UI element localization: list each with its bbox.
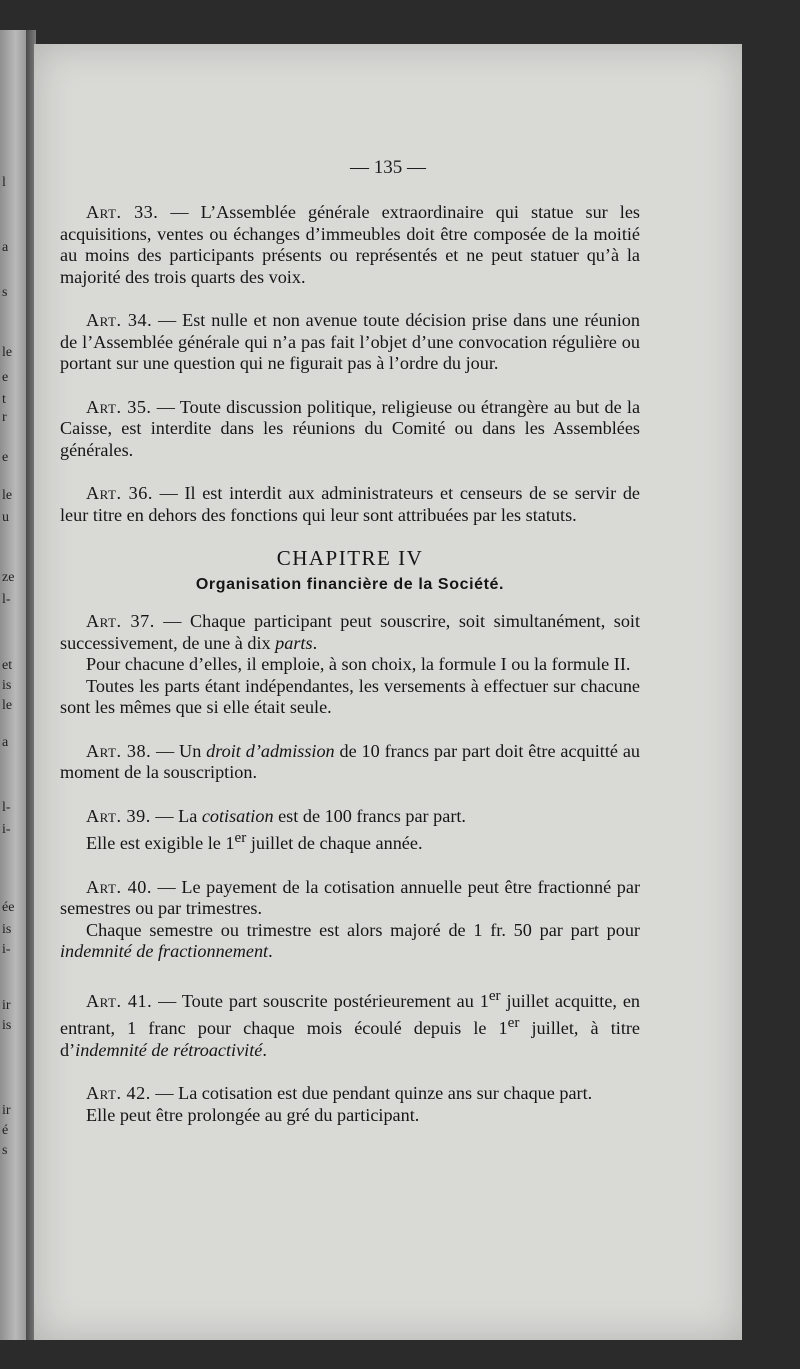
article-label: Art. 36. (86, 483, 153, 503)
article-text: — L’Assemblée générale extraordinaire qui statue sur les acquisitions, ventes ou échanges d’immeubles doit être composée de la moitié au moins des participants présents ou représentés et ne peut statuer qu’à la majorité des trois quarts des voix. (60, 202, 641, 287)
article-label: Art. 33. (86, 202, 159, 222)
article-text: — Toute discussion politique, religieuse ou étrangère au but de la Caisse, est interdite dans les réunions du Comité ou dans les Assemblées générales. (60, 396, 641, 460)
article-italic-text: cotisation (201, 805, 274, 826)
adjacent-page-fragment: l (2, 175, 6, 190)
article-text-end: . (262, 1039, 267, 1060)
adjacent-page-fragment: s (2, 1143, 8, 1158)
article-text-end: . (312, 632, 318, 653)
adjacent-page-fragment: i- (2, 942, 11, 957)
paragraph-text: Chaque semestre ou trimestre est alors majoré de 1 fr. 50 par part pour (86, 919, 640, 940)
adjacent-page-fragment: i- (2, 822, 11, 837)
article-paragraph (60, 920, 640, 963)
adjacent-page-fragment: l- (2, 800, 11, 815)
article-text: — Un (156, 740, 207, 761)
article-italic-text: droit d’admission (206, 740, 335, 761)
article-36 (60, 483, 640, 526)
adjacent-page-fragment: r (2, 410, 7, 425)
ordinal-suffix: er (507, 1014, 520, 1032)
paragraph-text-end: . (268, 941, 273, 962)
article-35 (60, 397, 640, 462)
article-text: — Chaque participant peut souscrire, soit simultanément, soit successivement, de une à dix (60, 611, 641, 653)
article-label: Art. 41. (86, 990, 153, 1011)
article-text-end: de 10 francs par part doit être acquitté au moment de la souscription. (60, 740, 641, 782)
article-label: Art. 42. (86, 1083, 151, 1104)
article-paragraph: Pour chacune d’elles, il emploie, à son choix, la formule I ou la formule II. (86, 654, 631, 674)
article-label: Art. 37. (86, 611, 155, 631)
article-label: Art. 35. (86, 396, 152, 417)
chapter-title: CHAPITRE IV (276, 546, 424, 570)
adjacent-page-fragment: ée (2, 900, 15, 915)
article-text: — Est nulle et non avenue toute décision prise dans une réunion de l’Assemblée générale qui n’a pas fait l’objet d’une convocation régulière ou portant sur une question qui ne figurait pas à l’ordre du jour. (60, 310, 640, 373)
chapter-subtitle: Organisation financière de la Société. (195, 575, 505, 593)
adjacent-page-fragment: le (2, 345, 13, 360)
adjacent-page-fragment: ir (2, 998, 11, 1013)
adjacent-page-fragment: et (2, 658, 13, 673)
article-38 (60, 741, 640, 784)
ordinal-suffix: er (234, 829, 247, 846)
adjacent-page-text-fragments (0, 30, 22, 1340)
article-italic-text: indemnité de fractionnement (60, 941, 269, 962)
adjacent-page-fragment: le (2, 488, 13, 503)
article-37 (60, 611, 640, 719)
adjacent-page-fragment: a (2, 240, 9, 255)
adjacent-page-fragment: le (2, 698, 13, 713)
adjacent-page-fragment: ir (2, 1103, 11, 1118)
article-label: Art. 38. (86, 740, 152, 761)
page-number: — 135 — (350, 157, 426, 178)
adjacent-page-fragment: is (2, 922, 12, 937)
adjacent-page-fragment: a (2, 735, 9, 750)
adjacent-page-fragment: é (2, 1123, 9, 1138)
article-paragraph: Toutes les parts étant indépendantes, les versements à effectuer sur chacune sont les mêmes que si elle était seule. (60, 675, 640, 717)
article-label: Art. 40. (86, 876, 152, 897)
article-paragraph (60, 827, 640, 855)
adjacent-page-fragment: ze (2, 570, 15, 585)
article-text: — Il est interdit aux administrateurs et censeurs de se servir de leur titre en dehors des fonctions qui leur sont attribuées par les statuts. (60, 483, 640, 525)
adjacent-page-fragment: l- (2, 592, 11, 607)
article-label: Art. 34. (86, 310, 153, 330)
adjacent-page-fragment: is (2, 678, 12, 693)
adjacent-page-fragment: t (2, 392, 6, 407)
adjacent-page-edge (0, 30, 26, 1340)
article-italic-text: indemnité de rétroactivité (75, 1039, 263, 1060)
scan-background (34, 1340, 742, 1369)
adjacent-page-fragment: is (2, 1018, 12, 1033)
adjacent-page-fragment: s (2, 285, 8, 300)
article-text: — La (155, 805, 202, 826)
ordinal-suffix: er (488, 986, 501, 1004)
article-34 (60, 310, 640, 375)
article-41 (60, 985, 640, 1062)
article-text: — Toute part souscrite postérieurement au 1 (158, 990, 489, 1011)
adjacent-page-fragment: e (2, 450, 9, 465)
article-label: Art. 39. (86, 805, 151, 826)
article-40 (60, 877, 640, 963)
article-42 (60, 1083, 640, 1126)
adjacent-page-fragment: u (2, 510, 9, 525)
article-33 (60, 202, 640, 288)
paragraph-text-end: juillet de chaque année. (246, 833, 423, 854)
book-page (34, 44, 742, 1340)
article-text: — La cotisation est due pendant quinze ans sur chaque part. (155, 1083, 593, 1104)
page-body (60, 202, 640, 1148)
paragraph-text: Elle est exigible le 1 (86, 833, 235, 854)
article-39 (60, 806, 640, 855)
article-text: juillet, à titre d’ (60, 1018, 640, 1060)
article-text: — Le payement de la cotisation annuelle peut être fractionné par semestres ou par trimestres. (60, 876, 641, 919)
article-text-end: est de 100 francs par part. (273, 805, 466, 826)
article-paragraph: Elle peut être prolongée au gré du participant. (86, 1104, 420, 1125)
adjacent-page-fragment: e (2, 370, 9, 385)
article-italic-text: parts (275, 632, 313, 653)
article-text: juillet acquitte, en entrant, 1 franc pour chaque mois écoulé depuis le 1 (60, 990, 641, 1039)
